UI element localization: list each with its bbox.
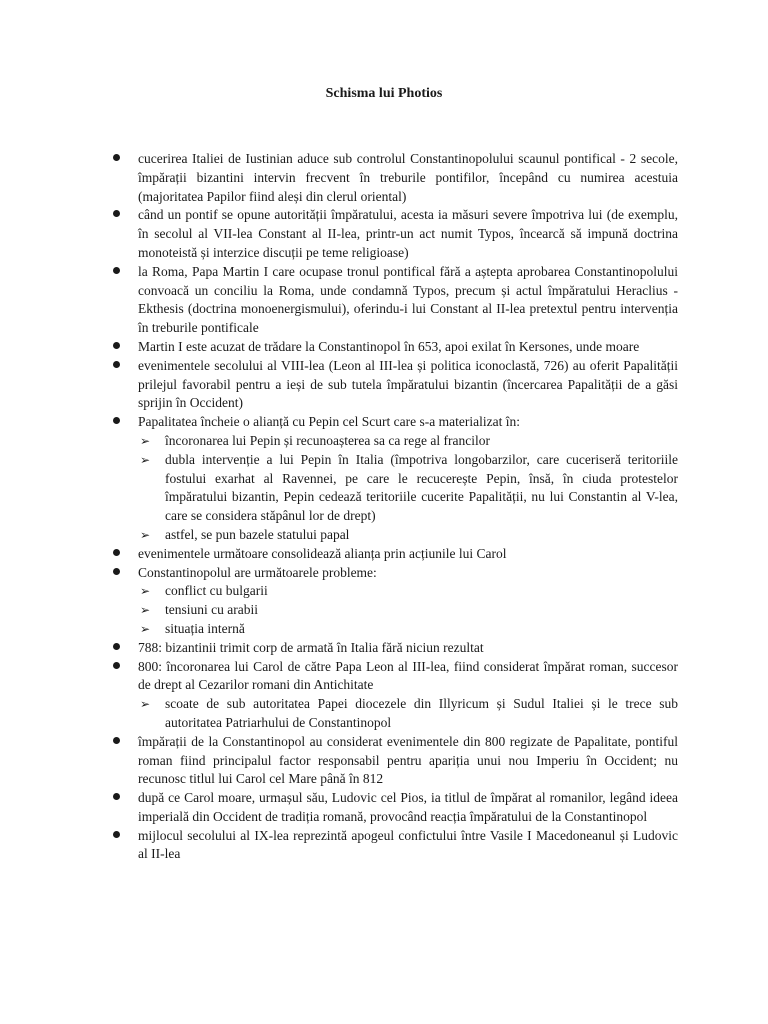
bullet-icon [113, 549, 120, 556]
sub-list-item-text: situația internă [165, 620, 245, 636]
sub-list-item-text: dubla intervenție a lui Pepin în Italia (împotriva longobarzilor, care cuceriseră teritoriile fostului exarhat al Ravennei, pe care le recucerește Pepin, însă, în ciuda protestelor împăratului bizantin, Pepin cedează teritoriile cucerite Papalității, nu lui Constantin al V-lea, care se considera stăpânul lor de drept) [165, 451, 678, 524]
bullet-icon [113, 831, 120, 838]
sub-list-item-text: încoronarea lui Pepin și recunoașterea sa ca rege al francilor [165, 432, 490, 448]
bullet-icon [113, 662, 120, 669]
list-item-text: mijlocul secolului al IX-lea reprezintă apogeul confictului între Vasile I Macedoneanul și Ludovic al II-lea [138, 827, 678, 862]
bullet-icon [113, 342, 120, 349]
list-item-text: împărații de la Constantinopol au considerat evenimentele din 800 regizate de Papalitate, pontiful roman fiind principalul factor responsabil pentru apariția unui nou Imperiu în Occident; nu recunosc titlul lui Carol cel Mare până în 812 [138, 733, 678, 787]
list-item-text: cucerirea Italiei de Iustinian aduce sub controlul Constantinopolului scaunul pontifical - 2 secole, împărații bizantini intervin frecvent în treburile pontifilor, începând cu numirea acestuia (majoritatea Papilor fiind aleși din clerul oriental) [138, 151, 678, 204]
arrow-bullet-icon: ➢ [140, 697, 151, 712]
bullet-icon [113, 361, 120, 368]
bullet-icon [113, 793, 120, 800]
list-item [0, 150, 768, 206]
bullet-icon [113, 737, 120, 744]
arrow-bullet-icon: ➢ [140, 452, 151, 467]
bullet-list [0, 150, 768, 864]
sub-list-item-text: scoate de sub autoritatea Papei diocezele din Illyricum și Sudul Italiei și le trece sub autoritatea Patriarhului de Constantinopol [165, 696, 678, 730]
list-item-text: evenimentele următoare consolidează alianța prin acțiunile lui Carol [138, 545, 507, 561]
arrow-bullet-icon: ➢ [140, 527, 151, 542]
list-item [0, 357, 768, 413]
sub-list-item [0, 432, 768, 451]
list-item-text: 800: încoronarea lui Carol de către Papa Leon al III-lea, fiind considerat împărat roman, succesor de drept al Cezarilor romani din Antichitate [138, 658, 678, 693]
sub-list-item [0, 582, 768, 601]
arrow-bullet-icon: ➢ [140, 584, 151, 599]
list-item [0, 564, 768, 583]
list-item [0, 413, 768, 432]
list-item [0, 206, 768, 262]
list-item-text: 788: bizantinii trimit corp de armată în Italia fără niciun rezultat [138, 639, 484, 655]
list-item [0, 545, 768, 564]
list-item-text: evenimentele secolului al VIII-lea (Leon al III-lea și politica iconoclastă, 726) au oferit Papalității prilejul favorabil pentru a ieși de sub tutela împăratului bizantin (încercarea Papalității de a găsi sprijin în Occident) [138, 357, 678, 411]
sub-list-item [0, 695, 768, 733]
bullet-icon [113, 210, 120, 217]
list-item-text: după ce Carol moare, urmașul său, Ludovic cel Pios, ia titlul de împărat al romanilor, legând ideea imperială din Occident de tradiția romană, provocând reacția împăratului de la Constantinopol [138, 790, 678, 824]
list-item [0, 263, 768, 338]
list-item-text: Constantinopolul are următoarele probleme: [138, 564, 377, 580]
sub-list-item [0, 620, 768, 639]
sub-list-item-text: conflict cu bulgarii [165, 583, 268, 599]
bullet-icon [113, 643, 120, 650]
sub-list-item-text: tensiuni cu arabii [165, 602, 258, 618]
bullet-icon [113, 417, 120, 424]
list-item [0, 338, 768, 357]
sub-list-item [0, 601, 768, 620]
list-item-text: Martin I este acuzat de trădare la Constantinopol în 653, apoi exilat în Kersones, unde moare [138, 338, 640, 354]
list-item-text: la Roma, Papa Martin I care ocupase tronul pontifical fără a aștepta aprobarea Constantinopolului convoacă un conciliu la Roma, unde condamnă Typos, precum și actul împăratului Heraclius - Ekthesis (doctrina monoenergismului), oferindu-i lui Constant al II-lea pretextul pentru intervenția în treburile pontificale [138, 263, 678, 336]
list-item [0, 658, 768, 696]
list-item-text: Papalitatea încheie o alianță cu Pepin cel Scurt care s-a materializat în: [138, 414, 520, 430]
bullet-icon [113, 154, 120, 161]
bullet-icon [113, 267, 120, 274]
list-item [0, 733, 768, 789]
sub-list-item [0, 451, 768, 526]
sub-list-item-text: astfel, se pun bazele statului papal [165, 526, 350, 542]
page-title: Schisma lui Photios [325, 86, 443, 101]
arrow-bullet-icon: ➢ [140, 621, 151, 636]
bullet-icon [113, 568, 120, 575]
list-item [0, 639, 768, 658]
list-item [0, 789, 768, 827]
arrow-bullet-icon: ➢ [140, 603, 151, 618]
sub-list-item [0, 526, 768, 545]
list-item-text: când un pontif se opune autorității împăratului, acesta ia măsuri severe împotriva lui (de exemplu, în secolul al VII-lea Constant al II-lea, printr-un act numit Typos, încearcă să impună doctrina monoteistă și interzice discuții pe teme religioase) [138, 207, 678, 260]
arrow-bullet-icon: ➢ [140, 433, 151, 448]
list-item [0, 827, 768, 865]
